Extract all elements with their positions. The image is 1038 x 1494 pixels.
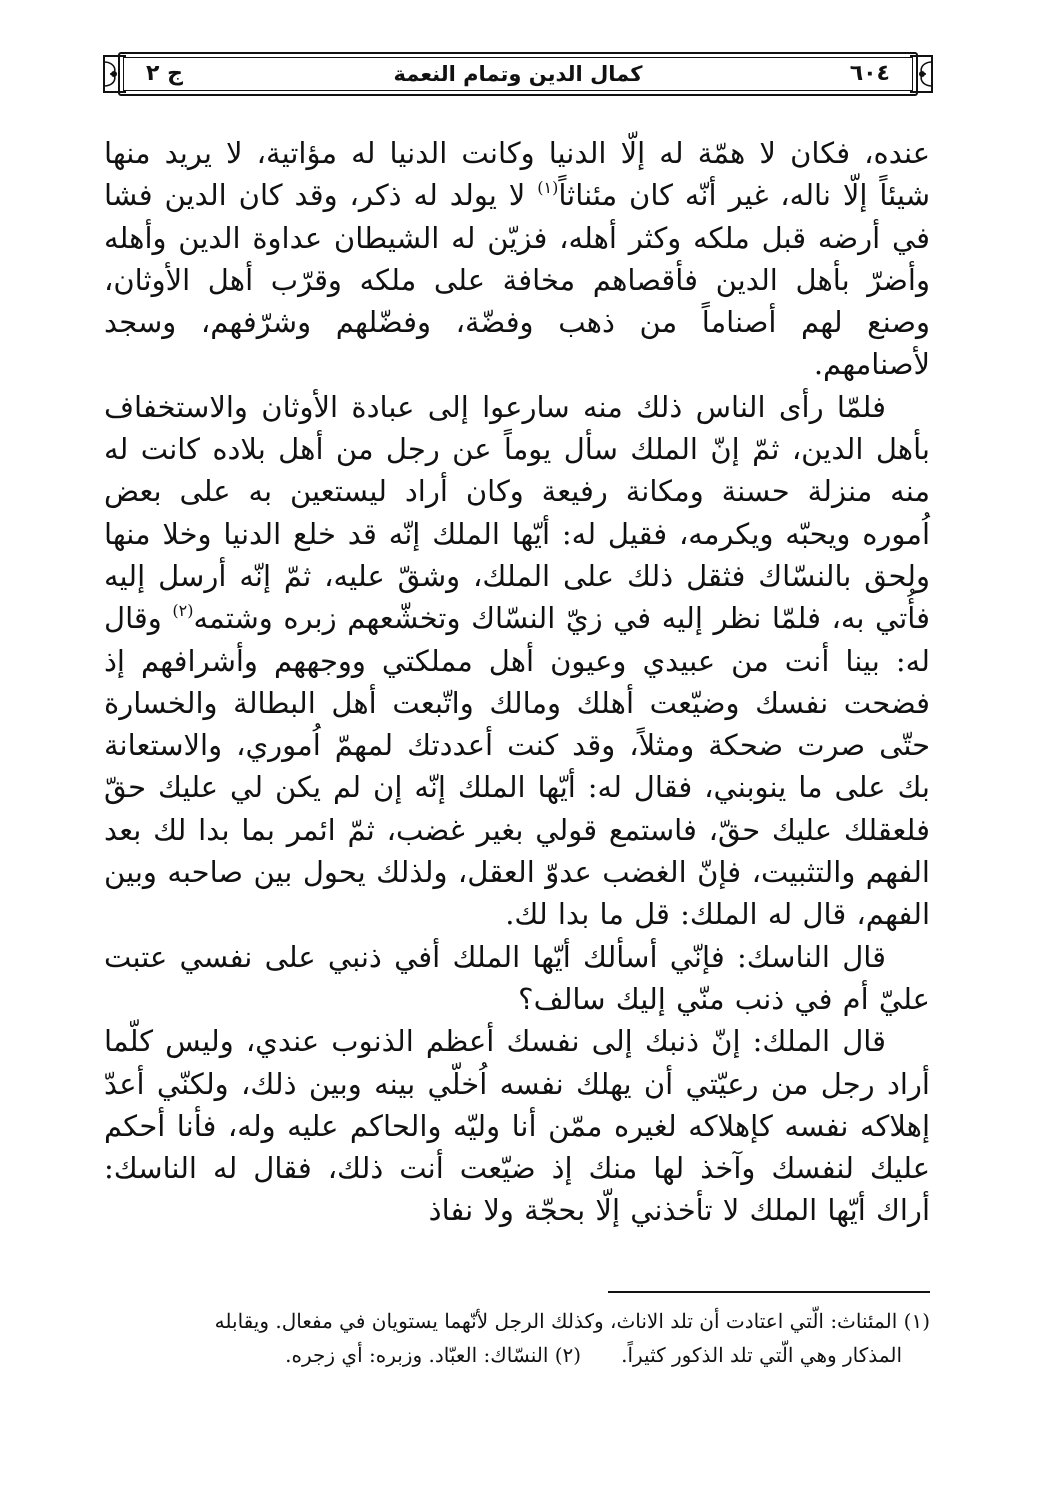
page-number: ٦٠٤ xyxy=(849,61,890,86)
main-text xyxy=(104,132,930,1232)
paragraph-text: قال الملك: إنّ ذنبك إلى نفسك أعظم الذنوب عندي، وليس كلّما أراد رجل من رعيّتي أن يهلك نفسه اُخلّي بينه وبين ذلك، ولكنّي أعدّ إهلاكه نفسه كإهلاكه لغيره ممّن أنا وليّه والحاكم عليه وله، فأنا أحكم عليك لنفسك وآخذ لها منك إذ ضيّعت أنت ذلك، فقال له الناسك: أراك أيّها الملك لا تأخذني إلّا بحجّة ولا نفاذ xyxy=(104,1024,930,1228)
footnote-line: (١) المئناث: الّتي اعتادت أن تلد الاناث، وكذلك الرجل لأنّهما يستويان في مفعال. ويقابله xyxy=(214,1309,930,1333)
page-header xyxy=(100,44,936,104)
paragraph-text: عنده، فكان لا همّة له إلّا الدنيا وكانت الدنيا له مؤاتية، لا يريد منها شيئاً إلّا ناله، غير أنّه كان مئناثاً xyxy=(104,136,930,213)
paragraph xyxy=(104,936,930,1021)
running-title: كمال الدين وتمام النعمة xyxy=(393,62,643,86)
footnote-marker: (٢) xyxy=(172,601,194,621)
footnote-1-continuation: المذكار وهي الّتي تلد الذكور كثيراً. xyxy=(621,1343,902,1367)
paragraph xyxy=(104,1020,930,1231)
footnote-marker: (١) xyxy=(537,178,559,198)
paragraph xyxy=(104,132,930,386)
paragraph-text: فلمّا رأى الناس ذلك منه سارعوا إلى عبادة الأوثان والاستخفاف بأهل الدين، ثمّ إنّ الملك سأل يوماً عن رجل من أهل بلاده كانت له منه منزلة حسنة ومكانة رفيعة وكان أراد ليستعين به على بعض اُموره ويحبّه ويكرمه، فقيل له: أيّها الملك إنّه قد خلع الدنيا وخلا منها ولحق بالنسّاك فثقل ذلك على الملك، وشقّ عليه، ثمّ إنّه أرسل إليه فأُتي به، فلمّا نظر إليه في زيّ النسّاك وتخشّعهم زبره وشتمه xyxy=(104,389,930,636)
footnotes xyxy=(104,1304,930,1372)
paragraph-text: لا يولد له ذكر، وقد كان الدين فشا في أرضه قبل ملكه وكثر أهله، فزيّن له الشيطان عداوة الدين وأهله وأضرّ بأهل الدين فأقصاهم مخافة على ملكه وقرّب أهل الأوثان، وصنع لهم أصناماً من ذهب وفضّة، وفضّلهم وشرّفهم، وسجد لأصنامهم. xyxy=(104,178,930,382)
volume-label: ج ٢ xyxy=(146,61,183,86)
paragraph xyxy=(104,386,930,936)
footnote-separator xyxy=(608,1291,930,1293)
paragraph-text: وقال له: بينا أنت من عبيدي وعيون أهل مملكتي ووجههم وأشرافهم إذ فضحت نفسك وضيّعت أهلك ومالك واتّبعت أهل البطالة والخسارة حتّى صرت ضحكة ومثلاً، وقد كنت أعددتك لمهمّ اُموري، والاستعانة بك على ما ينوبني، فقال له: أيّها الملك إنّه إن لم يكن لي عليك حقّ فلعقلك عليك حقّ، فاستمع قولي بغير غضب، ثمّ ائمر بما بدا لك بعد الفهم والتثبيت، فإنّ الغضب عدوّ العقل، ولذلك يحول بين صاحبه وبين الفهم، قال له الملك: قل ما بدا لك. xyxy=(104,601,930,932)
footnote-2: (٢) النسّاك: العبّاد. وزبره: أي زجره. xyxy=(285,1343,582,1367)
paragraph-text: قال الناسك: فإنّي أسألك أيّها الملك أفي ذنبي على نفسي عتبت عليّ أم في ذنب منّي إليك سالف؟ xyxy=(104,939,930,1016)
footnote-line xyxy=(104,1338,930,1372)
